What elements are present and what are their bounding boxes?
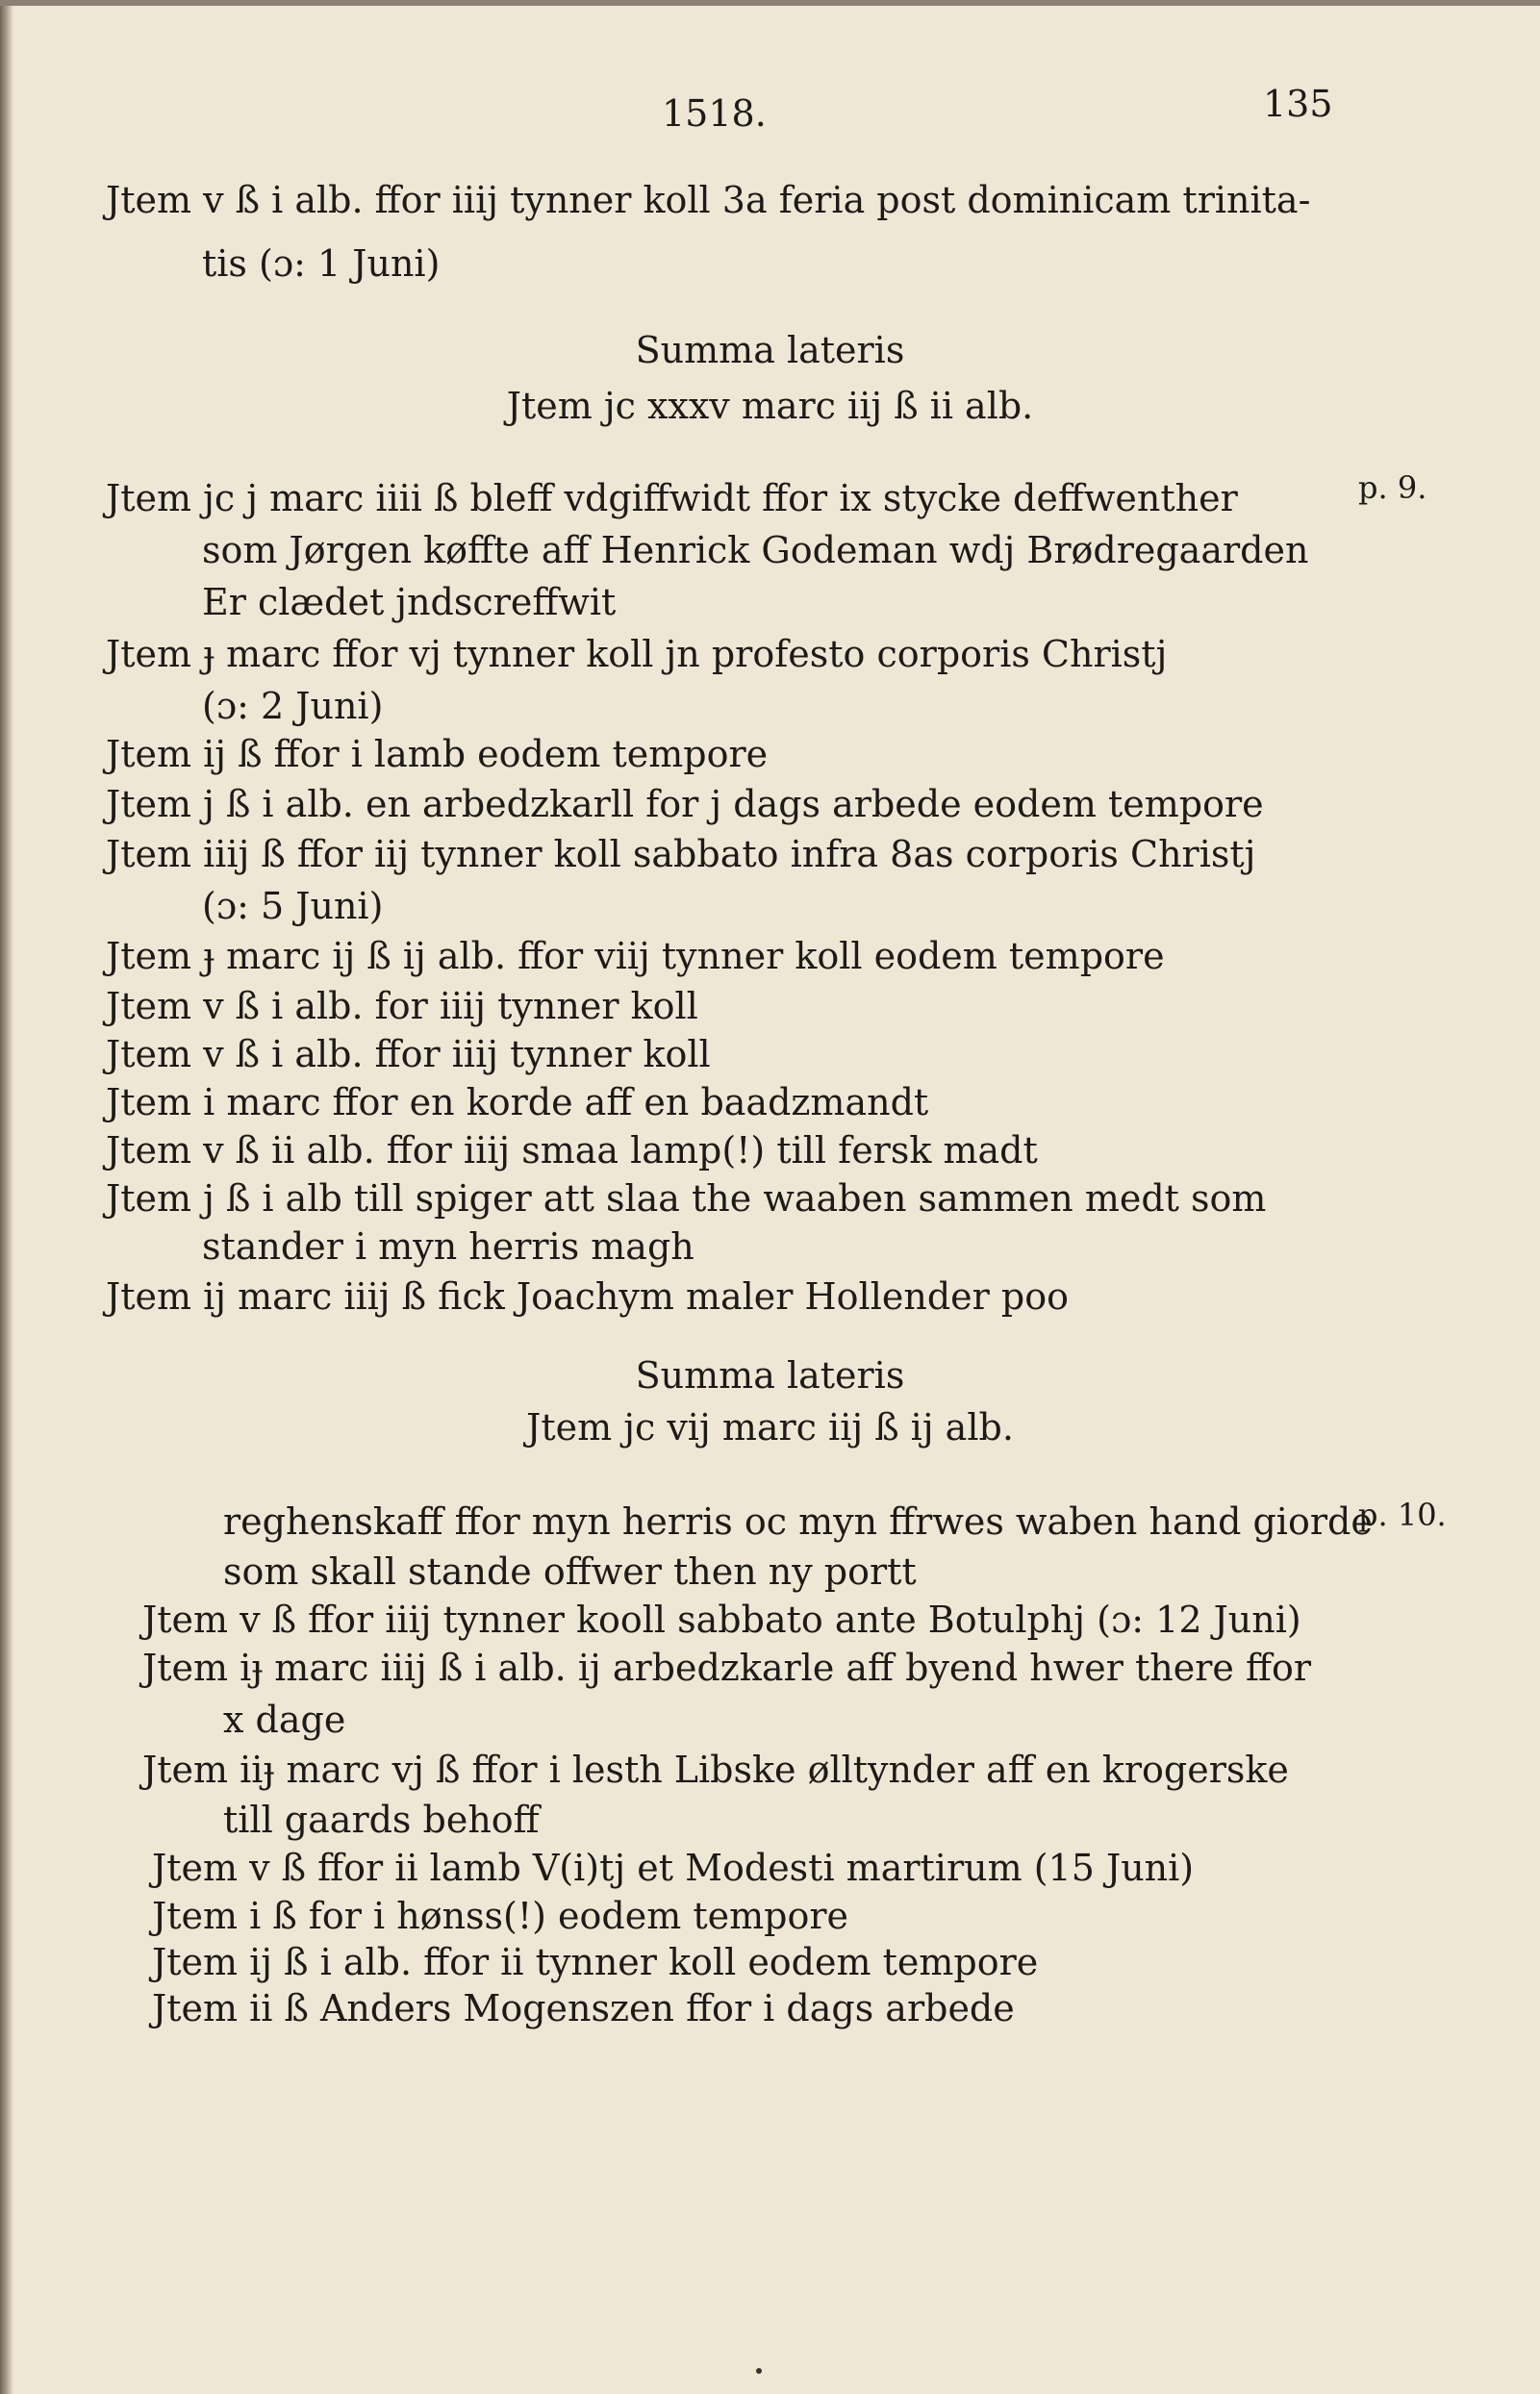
text-line: Jtem iiij ß ffor iij tynner koll sabbato infra 8as corporis Christj <box>106 833 1256 875</box>
text-line: Jtem jc j marc iiii ß bleff vdgiffwidt ffor ix stycke deffwenther <box>106 477 1238 519</box>
text-line: Jtem ɟ marc ffor vj tynner koll jn profesto corporis Christj <box>106 633 1168 675</box>
text-line: tis (ɔ: 1 Juni) <box>202 242 441 285</box>
text-line: Jtem ii ß Anders Mogenszen ffor i dags arbede <box>152 1987 1015 2029</box>
text-line: Jtem v ß i alb. ffor iiij tynner koll <box>106 1033 711 1075</box>
text-line: Jtem ɟ marc ij ß ij alb. ffor viij tynner koll eodem tempore <box>106 935 1165 977</box>
text-line: Jtem iiɟ marc vj ß ffor i lesth Libske ølltynder aff en krogerske <box>142 1749 1289 1791</box>
text-line: Jtem i ß for i hønss(!) eodem tempore <box>152 1895 848 1937</box>
text-line: Er clædet jndscreffwit <box>202 581 617 623</box>
text-line: Jtem v ß ii alb. ffor iiij smaa lamp(!) till fersk madt <box>106 1129 1038 1172</box>
text-line: Jtem v ß i alb. ffor iiij tynner koll 3a feria post dominicam trinita- <box>106 179 1311 221</box>
summa-total: Jtem jc vij marc iij ß ij alb. <box>526 1406 1014 1449</box>
text-line: Jtem v ß i alb. for iiij tynner koll <box>106 985 698 1027</box>
text-line: Jtem ij marc iiij ß fick Joachym maler Hollender poo <box>106 1275 1069 1318</box>
text-line: stander i myn herris magh <box>202 1225 694 1268</box>
text-line: (ɔ: 5 Juni) <box>202 885 384 927</box>
text-line: Jtem v ß ffor ii lamb V(i)tj et Modesti martirum (15 Juni) <box>152 1847 1195 1889</box>
text-line: Jtem i marc ffor en korde aff en baadzmandt <box>106 1081 929 1123</box>
margin-note: p. 10. <box>1358 1497 1447 1533</box>
margin-note: p. 9. <box>1358 469 1427 506</box>
text-line: som skall stande offwer then ny portt <box>223 1550 917 1593</box>
summa-lateris-heading: Summa lateris <box>635 1354 905 1397</box>
page-number: 135 <box>1263 83 1333 125</box>
print-speck <box>756 2368 762 2374</box>
text-line: Jtem ij ß i alb. ffor ii tynner koll eodem tempore <box>152 1941 1039 1983</box>
text-line: x dage <box>223 1699 346 1741</box>
text-line: som Jørgen køffte aff Henrick Godeman wdj Brødregaarden <box>202 529 1309 571</box>
summa-lateris-heading: Summa lateris <box>635 329 905 371</box>
text-line: Jtem j ß i alb. en arbedzkarll for j dags arbede eodem tempore <box>106 783 1264 825</box>
summa-total: Jtem jc xxxv marc iij ß ii alb. <box>506 385 1034 427</box>
page-top-edge <box>0 0 1540 6</box>
text-line: reghenskaff ffor myn herris oc myn ffrwes waben hand giorde <box>223 1500 1373 1543</box>
text-line: (ɔ: 2 Juni) <box>202 685 384 727</box>
text-line: Jtem j ß i alb till spiger att slaa the waaben sammen medt som <box>106 1177 1267 1220</box>
text-line: Jtem v ß ffor iiij tynner kooll sabbato ante Botulphj (ɔ: 12 Juni) <box>142 1599 1301 1641</box>
text-line: till gaards behoff <box>223 1799 540 1841</box>
text-line: Jtem iɟ marc iiij ß i alb. ij arbedzkarle aff byend hwer there ffor <box>142 1647 1312 1689</box>
text-line: Jtem ij ß ffor i lamb eodem tempore <box>106 733 769 775</box>
header-year: 1518. <box>662 92 767 135</box>
